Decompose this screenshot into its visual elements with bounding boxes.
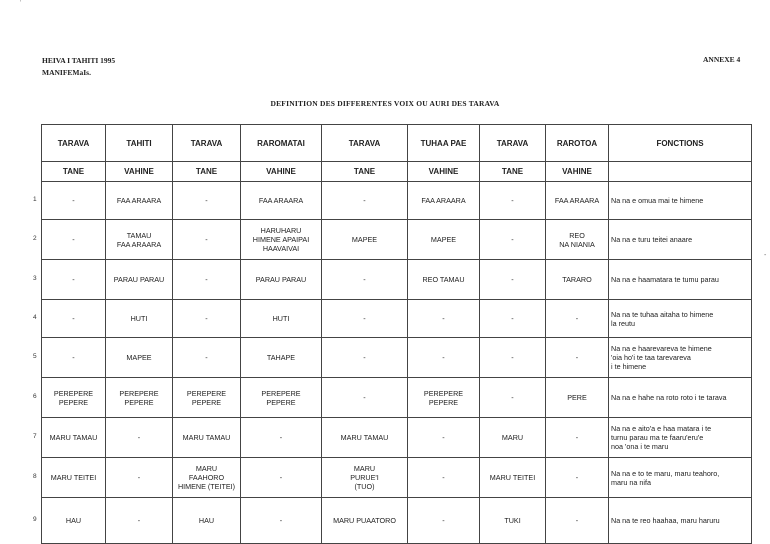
voices-table xyxy=(41,124,752,544)
voice-cell: - xyxy=(241,498,322,544)
voice-cell: - xyxy=(408,418,480,458)
voice-cell: - xyxy=(106,418,173,458)
function-cell: Na na e to te maru, maru teahoro, maru na nifa xyxy=(609,458,752,498)
voice-cell: - xyxy=(546,458,609,498)
row-number: 9 xyxy=(33,516,37,523)
voice-cell: REO TAMAU xyxy=(408,260,480,300)
table-row xyxy=(42,378,752,418)
row-number: 1 xyxy=(33,196,37,203)
voice-cell: - xyxy=(546,498,609,544)
col-subheader: TANE xyxy=(173,162,241,182)
col-header: TUHAA PAE xyxy=(408,125,480,162)
table-row xyxy=(42,418,752,458)
col-header: TARAVA xyxy=(322,125,408,162)
voice-cell: HARUHARU HIMENE APAIPAI HAAVAIVAI xyxy=(241,220,322,260)
voice-cell: - xyxy=(42,220,106,260)
header-subtitle: MANIFEMaIs. xyxy=(42,68,91,77)
voice-cell: - xyxy=(480,260,546,300)
function-cell: Na na e aito'a e haa matara i te turnu parau ma te faaru'eru'e noa 'ona i te maru xyxy=(609,418,752,458)
function-cell: Na na e haamatara te tumu parau xyxy=(609,260,752,300)
voice-cell: - xyxy=(42,338,106,378)
function-cell: Na na te tuhaa aitaha to himene la reutu xyxy=(609,300,752,338)
voice-cell: PEREPERE PEPERE xyxy=(173,378,241,418)
document-header xyxy=(42,55,115,79)
col-header: RAROMATAI xyxy=(241,125,322,162)
row-number: 7 xyxy=(33,433,37,440)
voice-cell: TARARO xyxy=(546,260,609,300)
table-row xyxy=(42,338,752,378)
voice-cell: - xyxy=(546,338,609,378)
voice-cell: TUKI xyxy=(480,498,546,544)
col-subheader: VAHINE xyxy=(408,162,480,182)
voice-cell: MARU TAMAU xyxy=(173,418,241,458)
voice-cell: FAA ARAARA xyxy=(106,182,173,220)
row-number: 4 xyxy=(33,314,37,321)
table-row xyxy=(42,182,752,220)
header-row-region xyxy=(42,125,752,162)
voice-cell: PEREPERE PEPERE xyxy=(408,378,480,418)
voice-cell: - xyxy=(322,260,408,300)
voice-cell: - xyxy=(480,338,546,378)
col-header: TARAVA xyxy=(173,125,241,162)
table-row xyxy=(42,300,752,338)
voice-cell: - xyxy=(480,300,546,338)
voice-cell: - xyxy=(408,338,480,378)
voice-cell: - xyxy=(480,378,546,418)
col-subheader xyxy=(609,162,752,182)
col-subheader: VAHINE xyxy=(546,162,609,182)
voice-cell: HUTI xyxy=(106,300,173,338)
function-cell: Na na e turu teitei anaare xyxy=(609,220,752,260)
voice-cell: - xyxy=(241,458,322,498)
voice-cell: TAMAU FAA ARAARA xyxy=(106,220,173,260)
voice-cell: MARU TAMAU xyxy=(42,418,106,458)
col-subheader: TANE xyxy=(42,162,106,182)
col-subheader: TANE xyxy=(480,162,546,182)
voice-cell: FAA ARAARA xyxy=(546,182,609,220)
voice-cell: MAPEE xyxy=(106,338,173,378)
voice-cell: MAPEE xyxy=(408,220,480,260)
row-number: 5 xyxy=(33,353,37,360)
voice-cell: PERE xyxy=(546,378,609,418)
voice-cell: - xyxy=(322,338,408,378)
annex-label: ANNEXE 4 xyxy=(703,55,741,64)
voice-cell: - xyxy=(173,300,241,338)
table-row xyxy=(42,220,752,260)
margin-mark: - xyxy=(764,252,767,259)
document-title: DEFINITION DES DIFFERENTES VOIX OU AURI DES TARAVA xyxy=(270,99,500,108)
table-body xyxy=(42,182,752,544)
voice-cell: - xyxy=(106,498,173,544)
voice-cell: - xyxy=(173,220,241,260)
voice-cell: HAU xyxy=(173,498,241,544)
col-subheader: VAHINE xyxy=(106,162,173,182)
voice-cell: PEREPERE PEPERE xyxy=(106,378,173,418)
voice-cell: HUTI xyxy=(241,300,322,338)
voice-cell: TAHAPE xyxy=(241,338,322,378)
col-subheader: VAHINE xyxy=(241,162,322,182)
col-subheader: TANE xyxy=(322,162,408,182)
function-cell: Na na te reo haahaa, maru haruru xyxy=(609,498,752,544)
voice-cell: - xyxy=(546,418,609,458)
row-number: 2 xyxy=(33,235,37,242)
voice-cell: MARU PUAATORO xyxy=(322,498,408,544)
voice-cell: - xyxy=(408,458,480,498)
table-row xyxy=(42,498,752,544)
voice-cell: MARU xyxy=(480,418,546,458)
col-header: TARAVA xyxy=(480,125,546,162)
voice-cell: - xyxy=(408,498,480,544)
function-cell: Na na e omua mai te himene xyxy=(609,182,752,220)
voice-cell: - xyxy=(480,182,546,220)
voice-cell: - xyxy=(241,418,322,458)
function-cell: Na na e hahe na roto roto i te tarava xyxy=(609,378,752,418)
voice-cell: - xyxy=(173,260,241,300)
col-header: FONCTIONS xyxy=(609,125,752,162)
header-event: HEIVA I TAHITI 1995 xyxy=(42,56,116,65)
voice-cell: MARU FAAHORO HIMENE (TEITEI) xyxy=(173,458,241,498)
voice-cell: PEREPERE PEPERE xyxy=(241,378,322,418)
header-row-gender xyxy=(42,162,752,182)
col-header: TARAVA xyxy=(42,125,106,162)
voice-cell: PARAU PARAU xyxy=(241,260,322,300)
voice-cell: - xyxy=(173,182,241,220)
voice-cell: - xyxy=(106,458,173,498)
voice-cell: HAU xyxy=(42,498,106,544)
voice-cell: MARU TEITEI xyxy=(42,458,106,498)
col-header: RAROTOA xyxy=(546,125,609,162)
voice-cell: - xyxy=(546,300,609,338)
function-cell: Na na e haarevareva te himene 'oia ho'i te taa tarevareva i te himene xyxy=(609,338,752,378)
voice-cell: - xyxy=(480,220,546,260)
row-number: 6 xyxy=(33,393,37,400)
voice-cell: MARU TAMAU xyxy=(322,418,408,458)
voice-cell: FAA ARAARA xyxy=(241,182,322,220)
voice-cell: - xyxy=(322,300,408,338)
voice-cell: MAPEE xyxy=(322,220,408,260)
voice-cell: FAA ARAARA xyxy=(408,182,480,220)
scan-mark: ' xyxy=(20,0,22,7)
voice-cell: REO NA NIANIA xyxy=(546,220,609,260)
table-row xyxy=(42,458,752,498)
table-row xyxy=(42,260,752,300)
voice-cell: PEREPERE PEPERE xyxy=(42,378,106,418)
row-number: 3 xyxy=(33,275,37,282)
voice-cell: - xyxy=(322,378,408,418)
voice-cell: - xyxy=(42,300,106,338)
col-header: TAHITI xyxy=(106,125,173,162)
voice-cell: PARAU PARAU xyxy=(106,260,173,300)
voice-cell: - xyxy=(42,182,106,220)
voice-cell: - xyxy=(42,260,106,300)
voice-cell: - xyxy=(173,338,241,378)
voice-cell: MARU TEITEI xyxy=(480,458,546,498)
voice-cell: - xyxy=(408,300,480,338)
voice-cell: MARU PURUE'I (TUO) xyxy=(322,458,408,498)
row-number: 8 xyxy=(33,473,37,480)
voice-cell: - xyxy=(322,182,408,220)
voices-table-wrapper xyxy=(41,124,751,543)
